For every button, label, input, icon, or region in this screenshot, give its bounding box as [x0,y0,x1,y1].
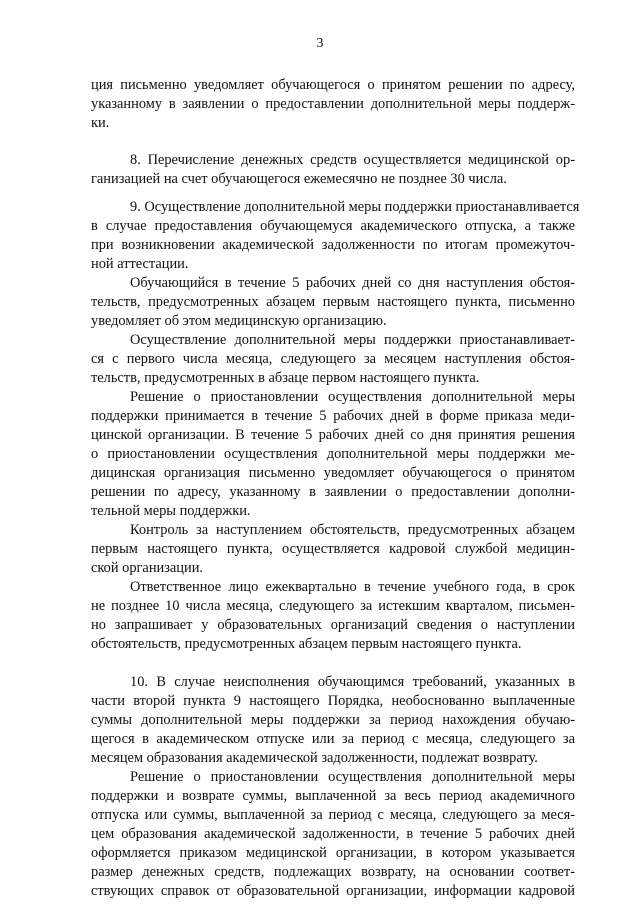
text-line: Решение о приостановлении осуществления дополнительной меры [130,389,575,405]
text-line: суммы дополнительной меры поддержки за период нахождения обучаю- [91,712,575,728]
text-line: цем образования академической задолженности, в течение 5 рабочих дней [91,826,575,842]
text-line: ствующих справок от образовательной организации, информации кадровой [91,883,575,899]
text-line: первым настоящего пункта, осуществляется кадровой службой медицин- [91,541,575,557]
text-line: в случае предоставления обучающемуся академического отпуска, а также [91,218,575,234]
text-line: ской организации. [91,560,203,576]
text-line: ки. [91,115,110,131]
text-line: о приостановлении осуществления дополнительной меры поддержки ме- [91,446,575,462]
text-line: уведомляет об этом медицинскую организацию. [91,313,387,329]
text-line: Осуществление дополнительной меры поддержки приостанавливает- [130,332,575,348]
text-line: щегося в академическом отпуске или за период с месяца, следующего за [91,731,575,747]
text-line: месяцем образования академической задолженности, подлежат возврату. [91,750,538,766]
text-line: обстоятельств, предусмотренных абзацем первым настоящего пункта. [91,636,522,652]
text-line: Контроль за наступлением обстоятельств, предусмотренных абзацем [130,522,575,538]
text-line: Решение о приостановлении осуществления дополнительной меры [130,769,575,785]
text-line: Ответственное лицо ежеквартально в течение учебного года, в срок [130,579,575,595]
text-line: дицинская организация письменно уведомляет обучающегося о принятом [91,465,575,481]
text-line: ция письменно уведомляет обучающегося о принятом решении по адресу, [91,77,575,93]
text-line: но запрашивает у образовательных организаций сведения о наступлении [91,617,575,633]
text-line: не позднее 10 числа месяца, следующего за истекшим кварталом, письмен- [91,598,575,614]
text-line: поддержки и возврате суммы, выплаченной за весь период академичного [91,788,575,804]
text-line: части второй пункта 9 настоящего Порядка, необоснованно выплаченные [91,693,575,709]
text-line: решении по адресу, указанному в заявлении о предоставлении дополни- [91,484,575,500]
text-line: размер денежных средств, подлежащих возврату, на основании соответ- [91,864,575,880]
text-line: тельств, предусмотренных в абзаце первом настоящего пункта. [91,370,480,386]
text-line: 10. В случае неисполнения обучающимся требований, указанных в [130,674,575,690]
text-line: тельств, предусмотренных абзацем первым настоящего пункта, письменно [91,294,575,310]
text-line: ся с первого числа месяца, следующего за месяцем наступления обстоя- [91,351,575,367]
text-line: оформляется приказом медицинской организации, в котором указывается [91,845,575,861]
text-line: тельной меры поддержки. [91,503,251,519]
text-line: Обучающийся в течение 5 рабочих дней со дня наступления обстоя- [130,275,575,291]
text-line: ной аттестации. [91,256,189,272]
text-line: ганизацией на счет обучающегося ежемесячно не позднее 30 числа. [91,171,507,187]
text-line: цинской организации. В течение 5 рабочих дней со дня принятия решения [91,427,575,443]
text-line: отпуска или суммы, выплаченной за период с месяца, следующего за меся- [91,807,575,823]
text-line: указанному в заявлении о предоставлении дополнительной меры поддерж- [91,96,575,112]
text-line: при возникновении академической задолженности по итогам промежуточ- [91,237,575,253]
text-line: 9. Осуществление дополнительной меры поддержки приостанавливается [130,199,580,215]
text-line: 8. Перечисление денежных средств осуществляется медицинской ор- [130,152,575,168]
text-line: поддержки принимается в течение 5 рабочих дней в форме приказа меди- [91,408,575,424]
page-number: 3 [316,36,324,51]
